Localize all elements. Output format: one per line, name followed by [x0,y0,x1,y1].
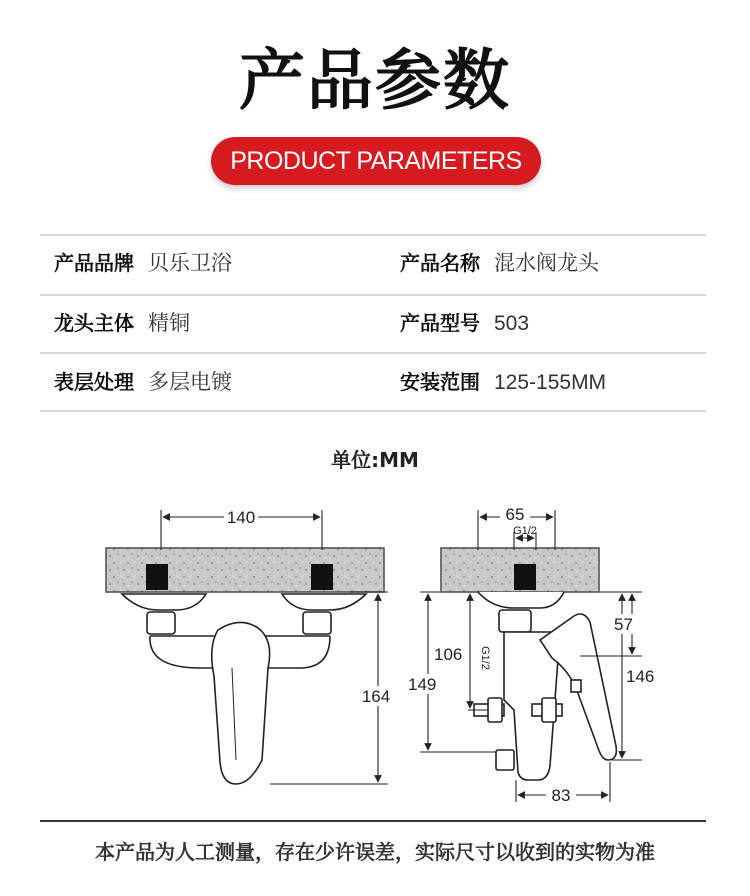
divider [40,294,706,296]
dim-side-width: 65 [505,505,525,524]
param-value: 混水阀龙头 [494,252,599,275]
front-view [106,548,384,784]
param-body [54,311,190,336]
inlet-pipe-left [146,564,168,590]
param-label: 龙头主体 [54,311,134,335]
dim-side-106: 106 [434,645,463,664]
inlet-pipe-side [514,564,536,590]
page-title: 产品参数 [239,42,511,119]
footer-note: 本产品为人工测量，存在少许误差，实际尺寸以收到的实物为准 [95,840,655,864]
subtitle-text: PRODUCT PARAMETERS [230,146,522,175]
param-model [400,311,529,336]
param-value: 精铜 [148,312,190,335]
param-finish [54,370,232,395]
dim-thread-top: G1/2 [513,525,537,537]
param-label: 产品型号 [400,311,480,335]
inlet-pipe-right [311,564,333,590]
side-view [441,548,616,780]
dim-side-149: 149 [408,675,437,694]
param-range [400,370,606,395]
dim-side-83: 83 [551,786,571,805]
divider [40,352,706,354]
param-label: 产品品牌 [54,251,134,275]
diverter-knob [496,750,514,770]
param-label: 表层处理 [54,370,134,394]
param-value: 多层电镀 [148,371,232,394]
faucet-handle-front [212,622,270,784]
dim-front-height: 164 [361,687,391,706]
param-value: 贝乐卫浴 [148,252,232,275]
param-name [400,251,599,276]
divider [40,234,706,236]
subtitle-badge [211,137,541,185]
unit-label: 单位:MM [331,448,419,472]
param-label: 安装范围 [400,370,480,394]
param-value: 125-155MM [494,371,607,394]
dim-thread-inlet: G1/2 [479,646,491,670]
param-brand [54,251,232,276]
footer-divider [40,820,706,822]
param-label: 产品名称 [400,251,480,275]
dim-side-146: 146 [626,667,655,686]
dim-front-width: 140 [226,508,256,527]
dimension-drawing [0,490,750,810]
param-value: 503 [494,312,530,335]
dim-side-57: 57 [614,615,633,634]
divider [40,410,706,412]
